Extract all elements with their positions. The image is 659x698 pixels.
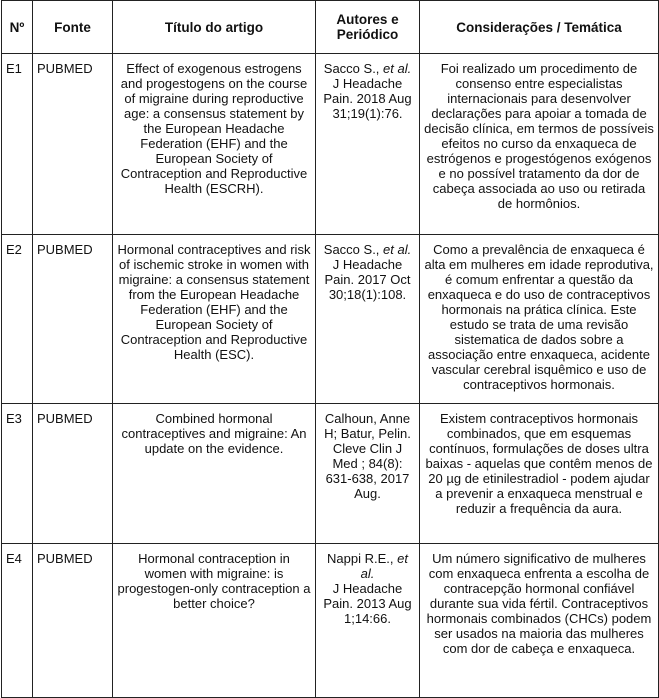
articles-table: [1, 0, 659, 698]
table-row: [2, 54, 659, 235]
header-titulo: Título do artigo: [113, 1, 316, 54]
table-row: [2, 544, 659, 698]
cell-consideracoes: Existem contraceptivos hormonais combinados, que em esquemas contínuos, formulações de doses ultra baixas - aquelas que contêm menos de 20 µg de etinilestradiol - podem ajudar a prevenir a enxaqueca menstrual e reduzir a frequência da aura.: [420, 404, 659, 544]
cell-num: E2: [2, 235, 33, 404]
cell-num: E1: [2, 54, 33, 235]
cell-fonte: PUBMED: [33, 54, 113, 235]
header-autores: Autores e Periódico: [316, 1, 420, 54]
cell-fonte: PUBMED: [33, 235, 113, 404]
et-al: et al.: [383, 61, 412, 76]
cell-autores: [316, 544, 420, 698]
cell-fonte: PUBMED: [33, 404, 113, 544]
journal: J Headache Pain. 2017 Oct 30;18(1):108.: [324, 257, 411, 302]
cell-consideracoes: Como a prevalência de enxaqueca é alta em mulheres em idade reprodutiva, é comum enfrentar a questão da enxaqueca e do uso de contraceptivos hormonais na prática clínica. Este estudo se trata de uma revisão sistematica de dados sobre a associação entre enxaqueca, acidente vascular cerebral isquêmico e uso de contraceptivos hormonais.: [420, 235, 659, 404]
header-num: Nº: [2, 1, 33, 54]
author-name: Nappi R.E.,: [327, 551, 398, 566]
cell-autores: [316, 54, 420, 235]
cell-autores: Calhoun, Anne H; Batur, Pelin. Cleve Clin J Med ; 84(8): 631-638, 2017 Aug.: [316, 404, 420, 544]
table-row: [2, 235, 659, 404]
cell-titulo: Effect of exogenous estrogens and progestogens on the course of migraine during reproductive age: a consensus statement by the European Headache Federation (EHF) and the European Society of Contraception and Reproductive Health (ESCRH).: [113, 54, 316, 235]
et-al: et al.: [383, 242, 412, 257]
table-row: [2, 404, 659, 544]
author-name: Sacco S.,: [323, 242, 384, 257]
header-row: [2, 1, 659, 54]
cell-titulo: Combined hormonal contraceptives and migraine: An update on the evidence.: [113, 404, 316, 544]
author-name: Sacco S.,: [323, 61, 384, 76]
cell-num: E3: [2, 404, 33, 544]
header-consideracoes: Considerações / Temática: [420, 1, 659, 54]
cell-num: E4: [2, 544, 33, 698]
cell-consideracoes: Um número significativo de mulheres com enxaqueca enfrenta a escolha de contracepção hormonal confiável durante sua vida fértil. Contraceptivos hormonais combinados (CHCs) podem ser usados na maioria das mulheres com dor de cabeça e enxaqueca.: [420, 544, 659, 698]
cell-consideracoes: Foi realizado um procedimento de consenso entre especialistas internacionais para desenvolver declarações para apoiar a tomada de decisão clínica, em termos de possíveis efeitos no curso da enxaqueca de estrógenos e progestógenos exógenos e no possível tratamento da dor de cabeça associada ao uso ou retirada de hormônios.: [420, 54, 659, 235]
journal: J Headache Pain. 2013 Aug 1;14:66.: [323, 581, 412, 626]
header-fonte: Fonte: [33, 1, 113, 54]
cell-fonte: PUBMED: [33, 544, 113, 698]
cell-autores: [316, 235, 420, 404]
cell-titulo: Hormonal contraceptives and risk of ischemic stroke in women with migraine: a consensus statement from the European Headache Federation (EHF) and the European Society of Contraception and Reproductive Health (ESC).: [113, 235, 316, 404]
journal: J Headache Pain. 2018 Aug 31;19(1):76.: [323, 76, 412, 121]
cell-titulo: Hormonal contraception in women with migraine: is progestogen-only contraception a better choice?: [113, 544, 316, 698]
et-al: et al.: [360, 551, 408, 581]
